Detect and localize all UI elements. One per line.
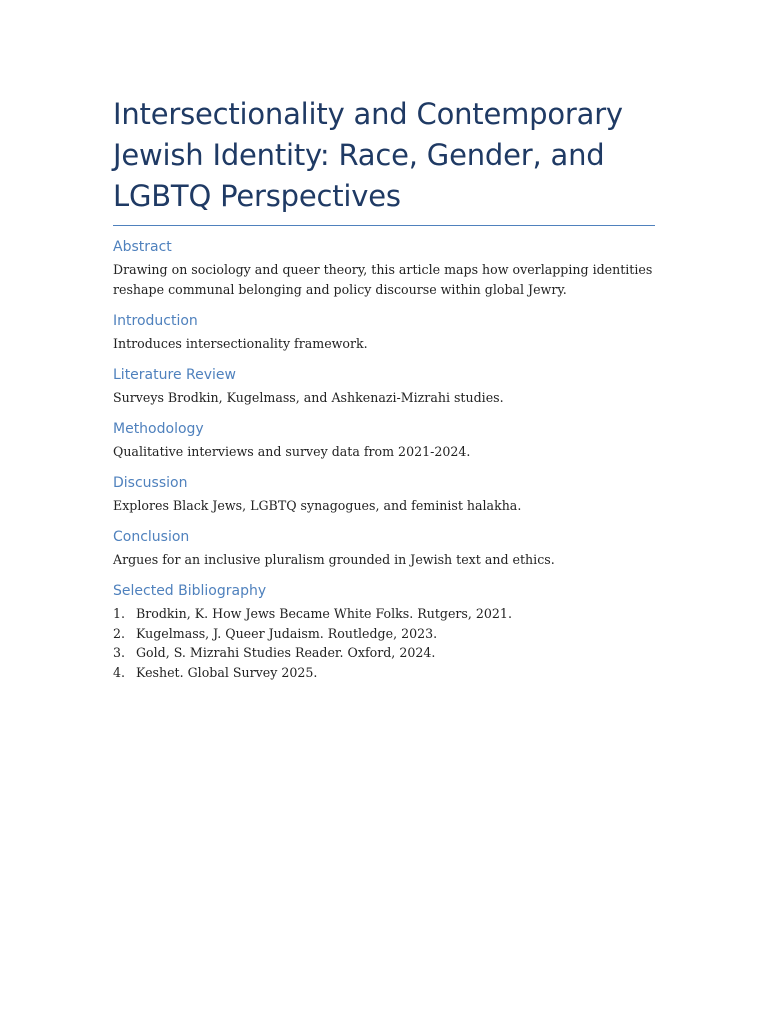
citation-text: Gold, S. Mizrahi Studies Reader. Oxford, 2024. [136, 645, 436, 660]
bibliography-item [113, 643, 655, 663]
document-title: Intersectionality and Contemporary Jewish Identity: Race, Gender, and LGBTQ Perspectives [113, 97, 623, 213]
section-heading: Literature Review [113, 367, 236, 383]
citation-text: Brodkin, K. How Jews Became White Folks. Rutgers, 2021. [136, 606, 512, 621]
bibliography-item [113, 663, 655, 683]
section-text: Qualitative interviews and survey data from 2021-2024. [113, 444, 471, 459]
section-bibliography [113, 582, 655, 682]
list-number: 4. [113, 664, 126, 680]
title-divider [113, 225, 655, 226]
section-introduction [113, 312, 655, 354]
citation-text: Keshet. Global Survey 2025. [136, 664, 318, 680]
list-number: 1. [113, 606, 126, 621]
bibliography-item [113, 624, 655, 644]
bibliography-heading: Selected Bibliography [113, 583, 267, 599]
section-heading: Conclusion [113, 529, 190, 545]
section-heading: Discussion [113, 475, 188, 491]
section-conclusion [113, 528, 655, 570]
section-heading: Introduction [113, 313, 198, 329]
section-text: Drawing on sociology and queer theory, this article maps how overlapping identities reshape communal belonging and policy discourse within global Jewry. [113, 262, 653, 297]
section-methodology [113, 420, 655, 462]
citation-text: Kugelmass, J. Queer Judaism. Routledge, 2023. [136, 625, 438, 641]
section-heading: Abstract [113, 239, 172, 255]
section-text: Explores Black Jews, LGBTQ synagogues, and feminist halakha. [113, 498, 522, 513]
section-heading: Methodology [113, 421, 204, 437]
list-number: 2. [113, 625, 126, 641]
section-text: Introduces intersectionality framework. [113, 336, 368, 351]
list-number: 3. [113, 645, 126, 660]
section-text: Surveys Brodkin, Kugelmass, and Ashkenazi-Mizrahi studies. [113, 390, 504, 405]
section-literature-review [113, 366, 655, 408]
section-abstract [113, 238, 655, 300]
section-discussion [113, 474, 655, 516]
bibliography-list [113, 604, 655, 682]
section-text: Argues for an inclusive pluralism grounded in Jewish text and ethics. [113, 552, 555, 567]
document-page [113, 94, 655, 682]
bibliography-item [113, 604, 655, 624]
